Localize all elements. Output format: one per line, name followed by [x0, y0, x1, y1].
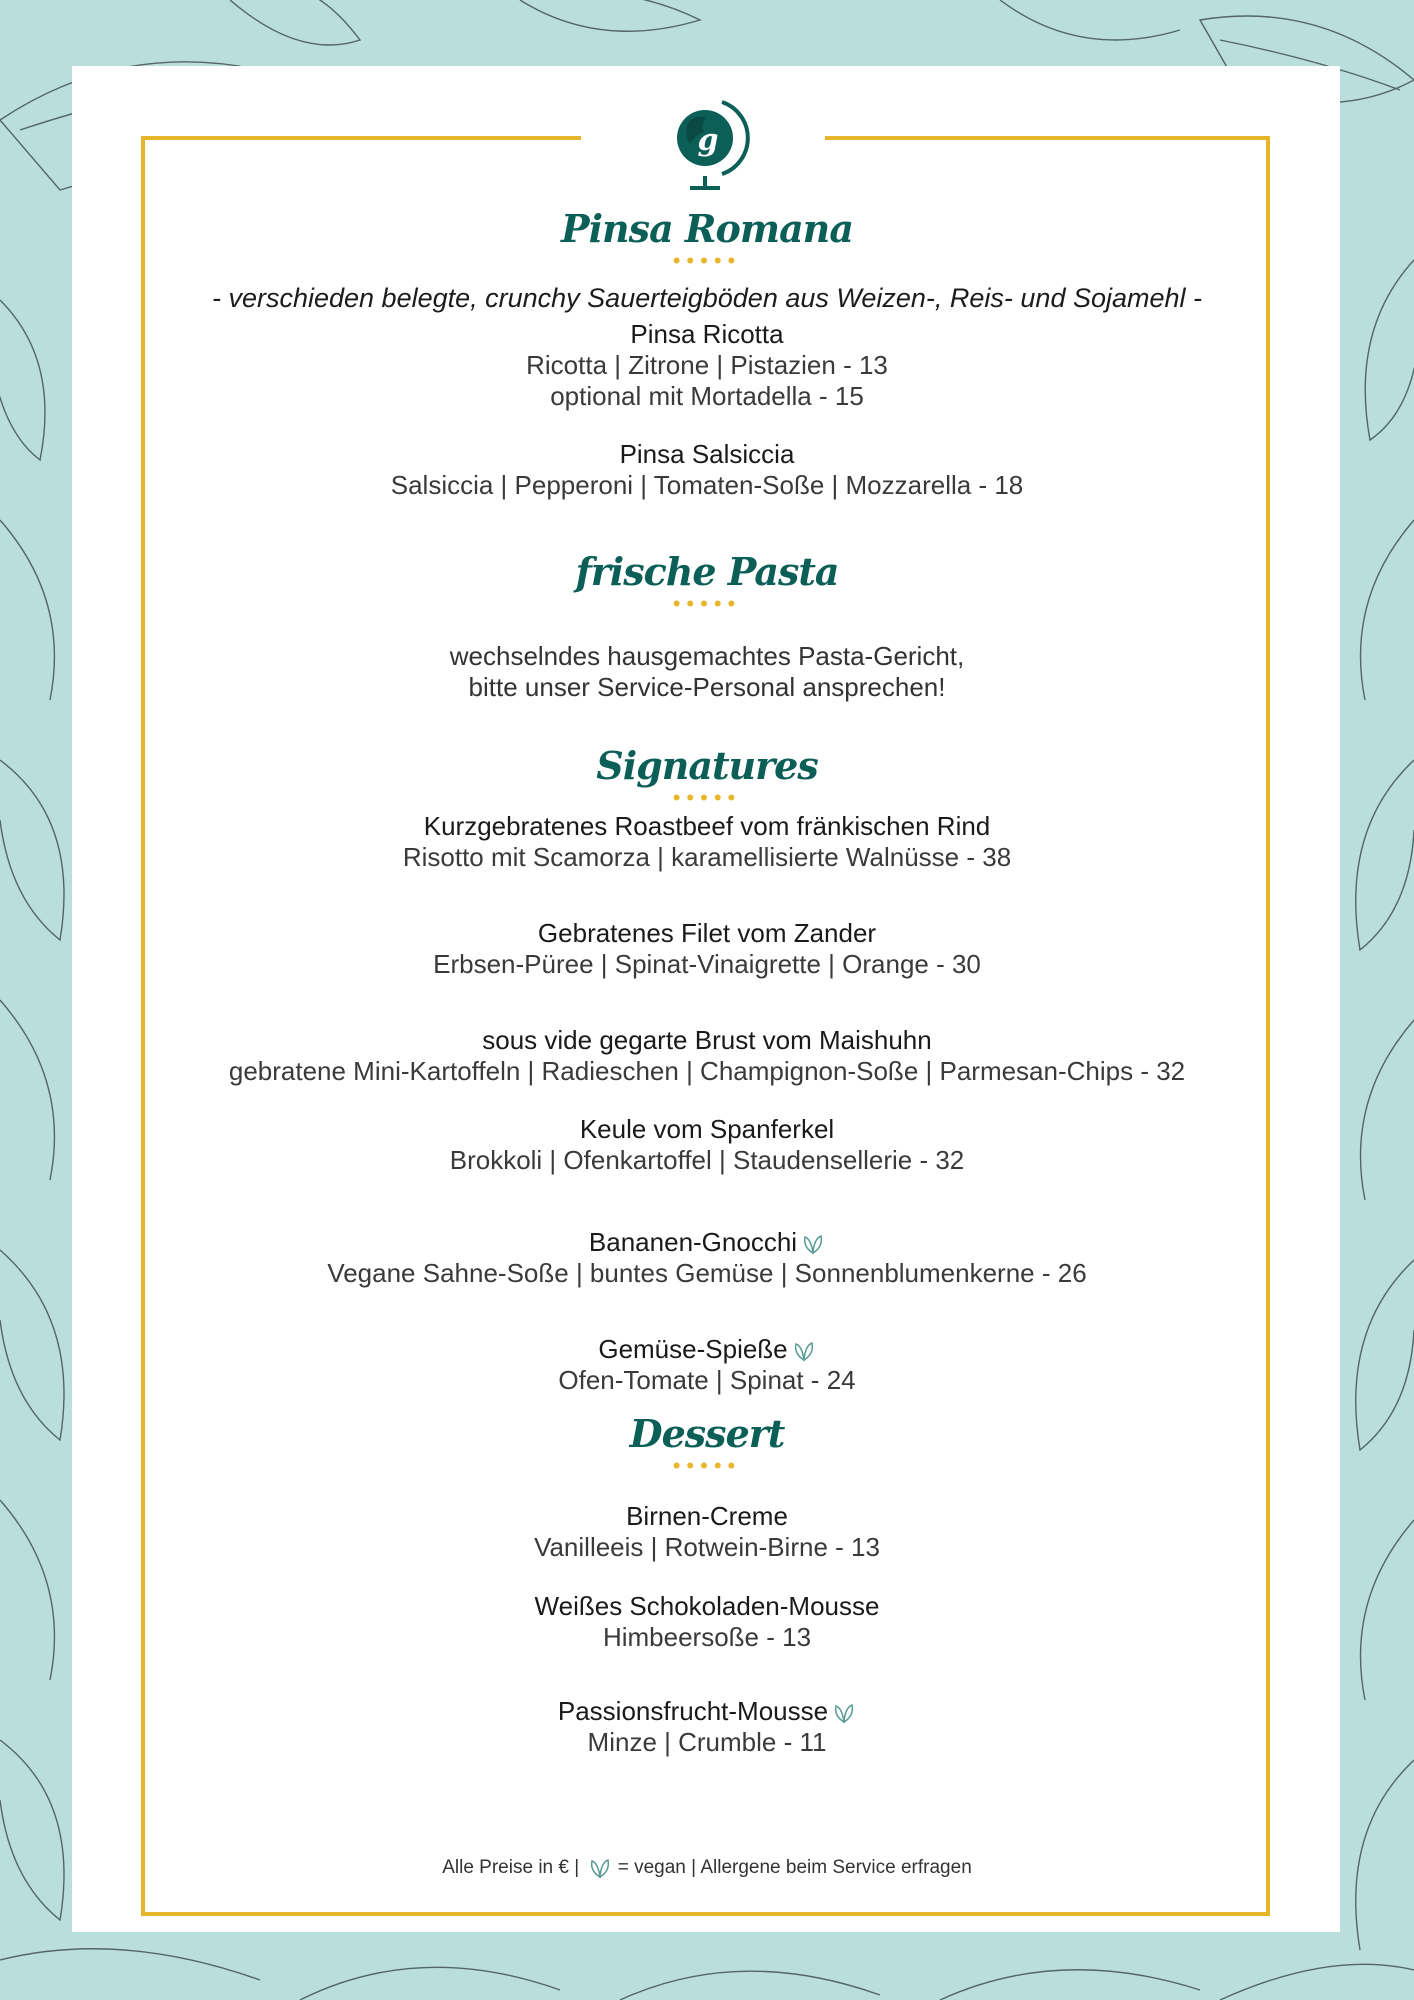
dish-name: Weißes Schokoladen-Mousse [534, 1591, 880, 1621]
gold-dots-divider: ••••• [672, 248, 742, 273]
section-title: frische Pasta [575, 549, 839, 594]
section-title: Signatures [596, 743, 818, 788]
dish-name [150, 1227, 1264, 1258]
gold-dots-divider: ••••• [672, 591, 742, 616]
vegan-leaf-icon [832, 1702, 856, 1724]
dish-name [150, 1696, 1264, 1727]
dish-description: Ricotta | Zitrone | Pistazien - 13 [526, 350, 888, 380]
vegan-leaf-icon [588, 1857, 612, 1879]
dish-name: Gebratenes Filet vom Zander [537, 918, 877, 948]
dish-description: optional mit Mortadella - 15 [550, 381, 864, 411]
dish [150, 1591, 1264, 1653]
dish-description: Risotto mit Scamorza | karamellisierte Walnüsse - 38 [402, 842, 1012, 872]
dish-description: Vanilleeis | Rotwein-Birne - 13 [534, 1532, 880, 1562]
dish-name-text: Passionsfrucht-Mousse [557, 1696, 829, 1726]
section-frische-pasta [150, 547, 1264, 703]
dish-description: Salsiccia | Pepperoni | Tomaten-Soße | Mozzarella - 18 [390, 470, 1024, 500]
dish [150, 918, 1264, 980]
vegan-leaf-icon [792, 1340, 816, 1362]
dish [150, 1227, 1264, 1289]
dish-name: Kurzgebratenes Roastbeef vom fränkischen Rind [423, 811, 991, 841]
frame-top-left [141, 136, 581, 140]
footer-suffix: | Allergene beim Service erfragen [691, 1857, 972, 1879]
gold-dots-divider: ••••• [672, 785, 742, 810]
frame-bottom [141, 1912, 1270, 1916]
section-signatures [150, 741, 1264, 1396]
dish [150, 1334, 1264, 1396]
dish [150, 1114, 1264, 1176]
dish [150, 1696, 1264, 1758]
menu-content [150, 204, 1264, 1758]
section-title: Dessert [629, 1411, 785, 1456]
dish-description: Vegane Sahne-Soße | buntes Gemüse | Sonnenblumenkerne - 26 [327, 1258, 1087, 1288]
dish [150, 319, 1264, 412]
footer-prefix: Alle Preise in € | [442, 1857, 580, 1879]
section-title: Pinsa Romana [561, 206, 853, 251]
dish-name: Pinsa Ricotta [630, 319, 784, 349]
dish-description: gebratene Mini-Kartoffeln | Radieschen | Champignon-Soße | Parmesan-Chips - 32 [228, 1056, 1186, 1086]
dish-name [150, 1334, 1264, 1365]
footer-vegan-label: = vegan [617, 1857, 686, 1879]
vegan-leaf-icon [801, 1233, 825, 1255]
section-dessert [150, 1409, 1264, 1758]
svg-text:g: g [697, 123, 719, 158]
dish-name: Birnen-Creme [626, 1501, 788, 1531]
dish-description: Erbsen-Püree | Spinat-Vinaigrette | Orange - 30 [433, 949, 981, 979]
info-line: wechselndes hausgemachtes Pasta-Gericht, [449, 641, 965, 671]
globe-g-logo-icon [660, 92, 750, 196]
dish [150, 811, 1264, 873]
footer-note [150, 1857, 1264, 1879]
dish-name-text: Gemüse-Spieße [598, 1334, 788, 1364]
dish [150, 1025, 1264, 1087]
frame-left [141, 136, 145, 1916]
gold-dots-divider: ••••• [672, 1453, 742, 1478]
dish-name: Pinsa Salsiccia [619, 439, 795, 469]
dish-name: sous vide gegarte Brust vom Maishuhn [482, 1025, 932, 1055]
dish-description: Ofen-Tomate | Spinat - 24 [558, 1365, 856, 1395]
info-line: bitte unser Service-Personal ansprechen! [468, 672, 946, 702]
frame-top-right [825, 136, 1270, 140]
dish [150, 439, 1264, 501]
frame-right [1266, 136, 1270, 1916]
dish-name-text: Bananen-Gnocchi [588, 1227, 798, 1257]
dish [150, 1501, 1264, 1563]
section-pinsa-romana [150, 204, 1264, 501]
dish-description: Himbeersoße - 13 [602, 1622, 812, 1652]
dish-description: Minze | Crumble - 11 [587, 1727, 827, 1757]
section-subtitle: - verschieden belegte, crunchy Sauerteigböden aus Weizen-, Reis- und Sojamehl - [211, 283, 1203, 313]
dish-name: Keule vom Spanferkel [579, 1114, 835, 1144]
dish-description: Brokkoli | Ofenkartoffel | Staudensellerie - 32 [449, 1145, 965, 1175]
